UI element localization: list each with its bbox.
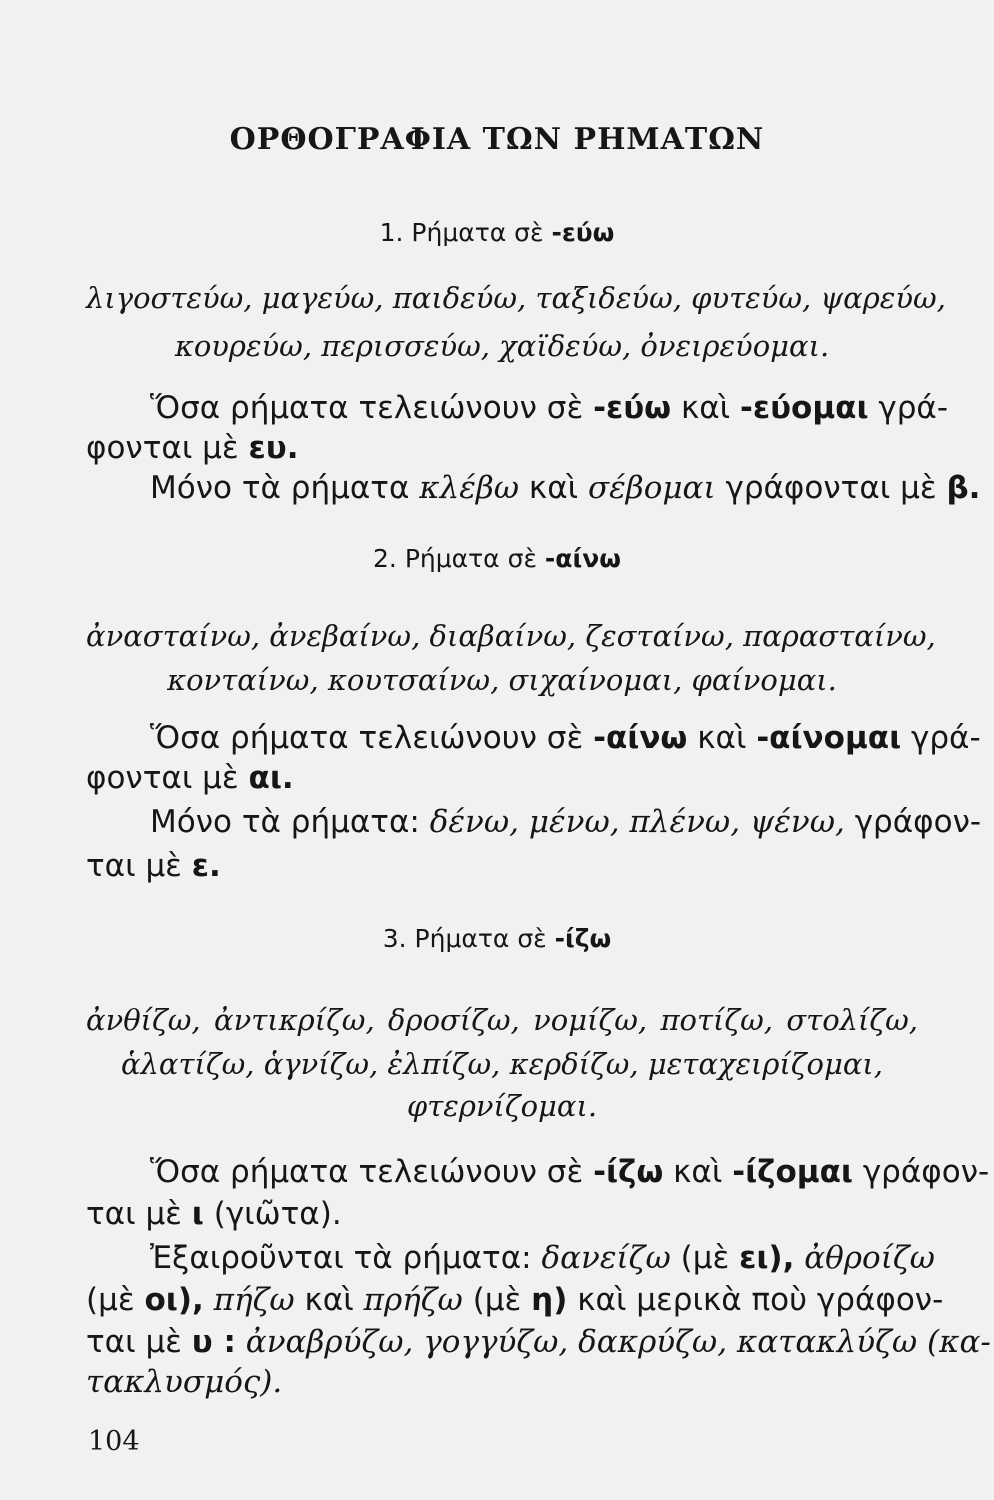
section-1-rule-line-2: φονται μὲ ευ. (86, 430, 299, 466)
section-1-examples-line-1: λιγοστεύω, μαγεύω, παιδεύω, ταξιδεύω, φυτεύω, ψαρεύω, (86, 281, 946, 315)
section-2-rule-line-1: Ὅσα ρήματα τελειώνουν σὲ -αίνω καὶ -αίνομαι γρά- (150, 720, 981, 756)
section-3-exceptions-line-2: (μὲ οι), πήζω καὶ πρήζω (μὲ η) καὶ μερικὰ ποὺ γράφον- (86, 1282, 944, 1318)
section-3-rule-line-1: Ὅσα ρήματα τελειώνουν σὲ -ίζω καὶ -ίζομαι γράφον- (150, 1154, 990, 1190)
section-2-heading: 2. Ρήματα σὲ -αίνω (373, 544, 621, 573)
section-1-rule-line-1: Ὅσα ρήματα τελειώνουν σὲ -εύω καὶ -εύομαι γρά- (150, 390, 949, 426)
section-1-heading: 1. Ρήματα σὲ -εύω (379, 218, 615, 247)
section-3-examples-line-1: ἀνθίζω, ἀντικρίζω, δροσίζω, νομίζω, ποτίζω, στολίζω, (86, 1003, 918, 1037)
section-2-rule-line-2: φονται μὲ αι. (86, 760, 294, 796)
section-3-exceptions-line-3: ται μὲ υ : ἀναβρύζω, γογγύζω, δακρύζω, κατακλύζω (κα- (86, 1324, 991, 1360)
section-3-examples-line-2: ἁλατίζω, ἁγνίζω, ἐλπίζω, κερδίζω, μεταχειρίζομαι, (120, 1047, 884, 1081)
section-2-examples-line-2: κονταίνω, κουτσαίνω, σιχαίνομαι, φαίνομαι. (167, 663, 837, 697)
section-1-examples-line-2: κουρεύω, περισσεύω, χαϊδεύω, ὀνειρεύομαι. (174, 329, 830, 363)
section-2-exception-line-1: Μόνο τὰ ρήματα: δένω, μένω, πλένω, ψένω, γράφον- (150, 804, 982, 840)
section-1-exception: Μόνο τὰ ρήματα κλέβω καὶ σέβομαι γράφονται μὲ β. (150, 470, 981, 506)
section-3-examples-line-3: φτερνίζομαι. (406, 1089, 598, 1123)
section-3-heading: 3. Ρήματα σὲ -ίζω (382, 924, 612, 953)
section-2-exception-line-2: ται μὲ ε. (86, 848, 221, 884)
section-3-exceptions-line-4: τακλυσμός). (86, 1364, 283, 1400)
page-number: 104 (88, 1426, 140, 1457)
section-2-examples-line-1: ἀνασταίνω, ἀνεβαίνω, διαβαίνω, ζεσταίνω, παρασταίνω, (86, 619, 936, 653)
section-3-exceptions-line-1: Ἐξαιροῦνται τὰ ρήματα: δανείζω (μὲ ει), ἀθροίζω (150, 1240, 935, 1276)
section-3-rule-line-2: ται μὲ ι (γιῶτα). (86, 1196, 342, 1232)
page-title: ΟΡΘΟΓΡΑΦΙΑ ΤΩΝ ΡΗΜΑΤΩΝ (229, 122, 765, 157)
